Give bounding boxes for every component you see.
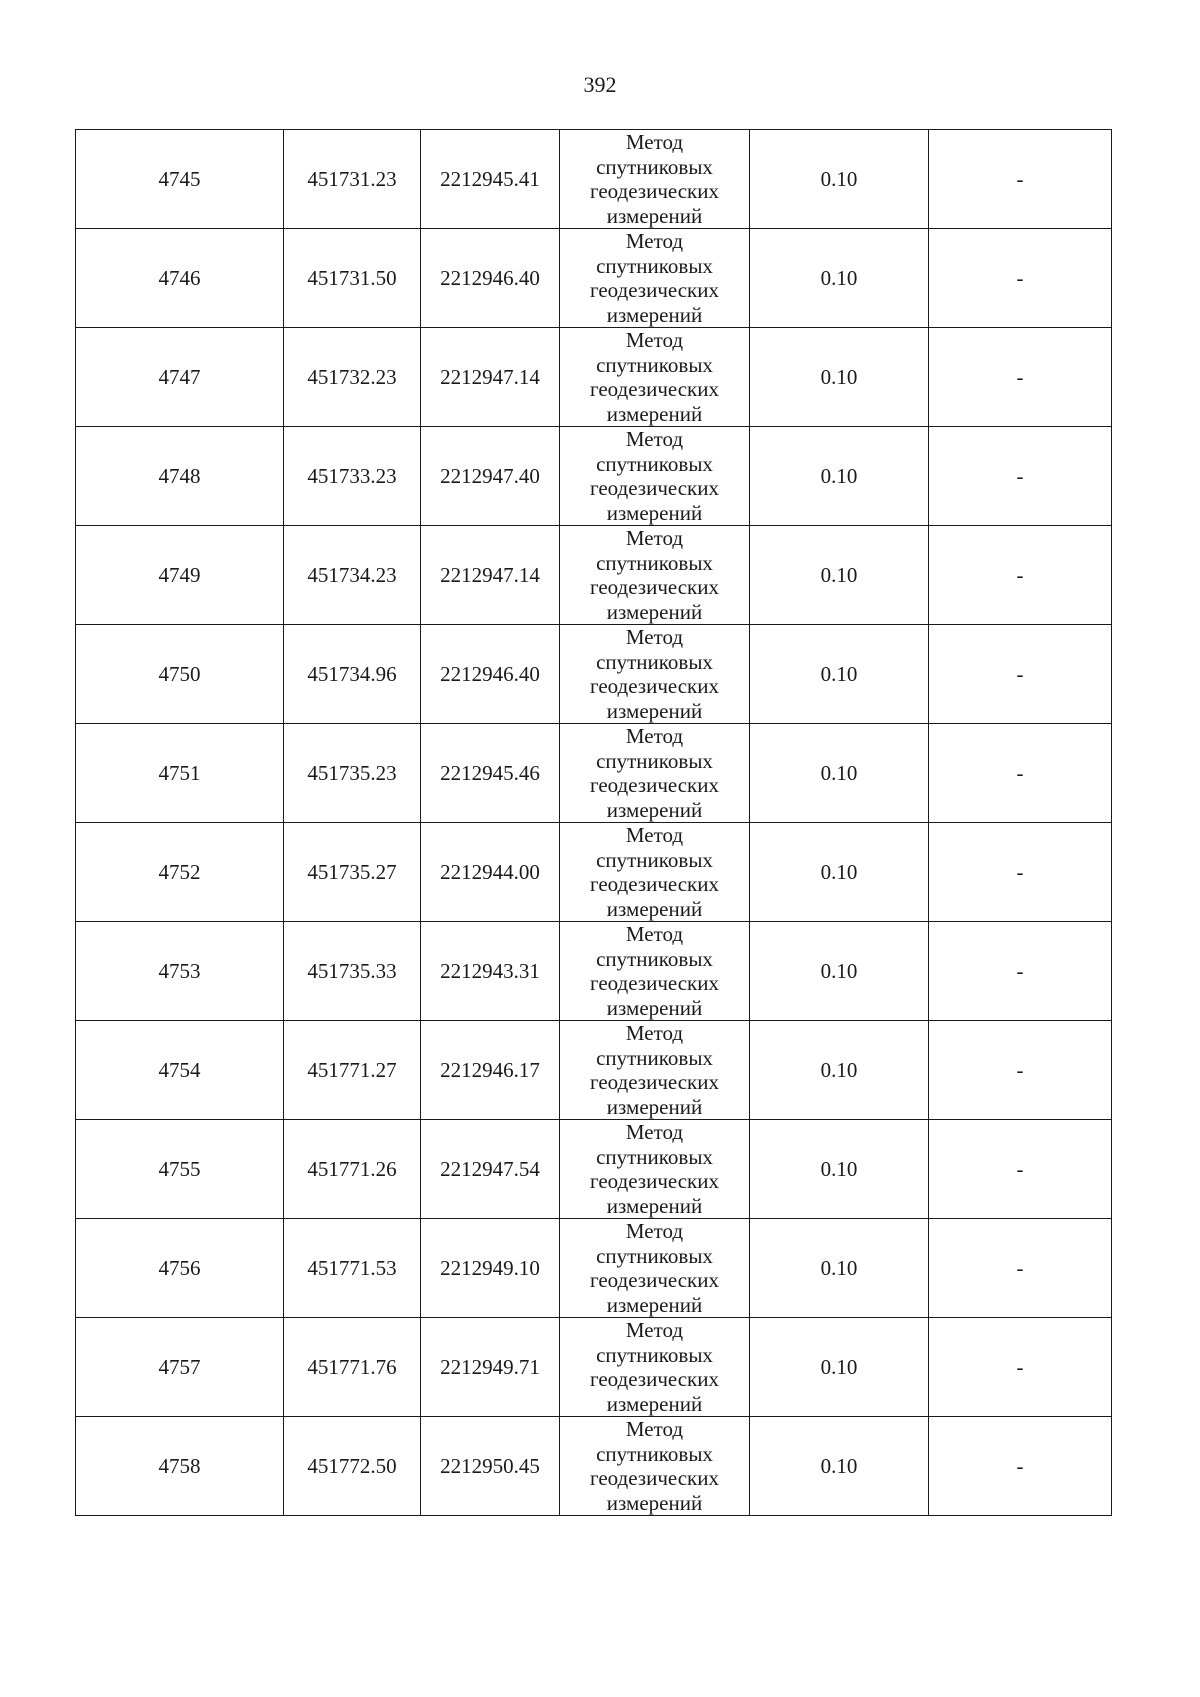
table-row: [76, 1417, 1112, 1516]
x-coordinate-cell: 451771.53: [284, 1219, 421, 1318]
method-line: Метод: [625, 1417, 684, 1441]
accuracy-cell: 0.10: [750, 1120, 929, 1219]
y-coordinate-cell: 2212949.10: [421, 1219, 560, 1318]
table-body: [76, 130, 1112, 1516]
method-cell: [560, 427, 750, 526]
method-line: геодезических: [589, 179, 719, 203]
note-cell: -: [929, 130, 1112, 229]
method-line: спутниковых: [596, 1441, 713, 1466]
accuracy-cell: 0.10: [750, 823, 929, 922]
method-line: геодезических: [589, 1169, 719, 1193]
method-cell: [560, 229, 750, 328]
method-line: измерений: [606, 1193, 703, 1218]
note-cell: -: [929, 1219, 1112, 1318]
point-number-cell: 4749: [76, 526, 284, 625]
note-cell: -: [929, 1021, 1112, 1120]
method-line: Метод: [625, 724, 684, 748]
point-number-cell: 4752: [76, 823, 284, 922]
accuracy-cell: 0.10: [750, 229, 929, 328]
method-cell: [560, 130, 750, 229]
accuracy-cell: 0.10: [750, 130, 929, 229]
method-line: геодезических: [589, 1268, 719, 1292]
y-coordinate-cell: 2212946.17: [421, 1021, 560, 1120]
note-cell: -: [929, 823, 1112, 922]
y-coordinate-cell: 2212944.00: [421, 823, 560, 922]
point-number-cell: 4748: [76, 427, 284, 526]
method-line: измерений: [606, 1094, 703, 1119]
x-coordinate-cell: 451735.23: [284, 724, 421, 823]
accuracy-cell: 0.10: [750, 427, 929, 526]
method-line: Метод: [625, 823, 684, 847]
method-line: Метод: [625, 922, 684, 946]
x-coordinate-cell: 451732.23: [284, 328, 421, 427]
x-coordinate-cell: 451731.50: [284, 229, 421, 328]
table-row: [76, 427, 1112, 526]
accuracy-cell: 0.10: [750, 1318, 929, 1417]
method-line: измерений: [606, 599, 703, 624]
x-coordinate-cell: 451771.27: [284, 1021, 421, 1120]
method-line: спутниковых: [596, 1045, 713, 1070]
table-row: [76, 130, 1112, 229]
method-line: геодезических: [589, 1070, 719, 1094]
method-line: измерений: [606, 203, 703, 228]
accuracy-cell: 0.10: [750, 526, 929, 625]
accuracy-cell: 0.10: [750, 328, 929, 427]
method-line: Метод: [625, 427, 684, 451]
method-line: спутниковых: [596, 154, 713, 179]
point-number-cell: 4747: [76, 328, 284, 427]
method-line: измерений: [606, 1391, 703, 1416]
method-cell: [560, 724, 750, 823]
x-coordinate-cell: 451735.27: [284, 823, 421, 922]
y-coordinate-cell: 2212945.41: [421, 130, 560, 229]
method-cell: [560, 1417, 750, 1516]
table-row: [76, 526, 1112, 625]
method-line: Метод: [625, 625, 684, 649]
method-cell: [560, 1120, 750, 1219]
y-coordinate-cell: 2212947.14: [421, 328, 560, 427]
table-row: [76, 328, 1112, 427]
method-line: геодезических: [589, 1466, 719, 1490]
method-line: Метод: [625, 1318, 684, 1342]
y-coordinate-cell: 2212947.14: [421, 526, 560, 625]
method-line: измерений: [606, 797, 703, 822]
method-line: измерений: [606, 1292, 703, 1317]
method-cell: [560, 328, 750, 427]
method-line: измерений: [606, 401, 703, 426]
method-line: Метод: [625, 1120, 684, 1144]
y-coordinate-cell: 2212946.40: [421, 625, 560, 724]
x-coordinate-cell: 451771.26: [284, 1120, 421, 1219]
point-number-cell: 4753: [76, 922, 284, 1021]
table-row: [76, 823, 1112, 922]
table-row: [76, 625, 1112, 724]
note-cell: -: [929, 625, 1112, 724]
method-line: измерений: [606, 995, 703, 1020]
note-cell: -: [929, 724, 1112, 823]
point-number-cell: 4758: [76, 1417, 284, 1516]
method-line: измерений: [606, 896, 703, 921]
note-cell: -: [929, 328, 1112, 427]
note-cell: -: [929, 427, 1112, 526]
method-line: геодезических: [589, 971, 719, 995]
point-number-cell: 4754: [76, 1021, 284, 1120]
method-cell: [560, 1318, 750, 1417]
note-cell: -: [929, 922, 1112, 1021]
point-number-cell: 4757: [76, 1318, 284, 1417]
method-cell: [560, 1219, 750, 1318]
table-row: [76, 922, 1112, 1021]
y-coordinate-cell: 2212949.71: [421, 1318, 560, 1417]
method-line: измерений: [606, 1490, 703, 1515]
method-line: Метод: [625, 130, 684, 154]
table-row: [76, 1219, 1112, 1318]
accuracy-cell: 0.10: [750, 625, 929, 724]
note-cell: -: [929, 229, 1112, 328]
method-line: геодезических: [589, 773, 719, 797]
x-coordinate-cell: 451772.50: [284, 1417, 421, 1516]
accuracy-cell: 0.10: [750, 1219, 929, 1318]
method-line: спутниковых: [596, 748, 713, 773]
method-cell: [560, 526, 750, 625]
point-number-cell: 4750: [76, 625, 284, 724]
page-number: 392: [583, 72, 617, 97]
method-cell: [560, 922, 750, 1021]
point-number-cell: 4755: [76, 1120, 284, 1219]
method-line: измерений: [606, 698, 703, 723]
method-line: Метод: [625, 229, 684, 253]
x-coordinate-cell: 451733.23: [284, 427, 421, 526]
x-coordinate-cell: 451734.96: [284, 625, 421, 724]
coordinates-table: [75, 129, 1112, 1516]
method-line: Метод: [625, 526, 684, 550]
method-cell: [560, 625, 750, 724]
table-row: [76, 1318, 1112, 1417]
table-row: [76, 1120, 1112, 1219]
method-line: измерений: [606, 302, 703, 327]
method-line: спутниковых: [596, 1342, 713, 1367]
table-row: [76, 1021, 1112, 1120]
method-line: спутниковых: [596, 253, 713, 278]
table-row: [76, 229, 1112, 328]
y-coordinate-cell: 2212945.46: [421, 724, 560, 823]
method-line: спутниковых: [596, 1144, 713, 1169]
method-line: геодезических: [589, 1367, 719, 1391]
method-line: спутниковых: [596, 352, 713, 377]
x-coordinate-cell: 451735.33: [284, 922, 421, 1021]
point-number-cell: 4751: [76, 724, 284, 823]
method-line: спутниковых: [596, 649, 713, 674]
x-coordinate-cell: 451731.23: [284, 130, 421, 229]
accuracy-cell: 0.10: [750, 1021, 929, 1120]
note-cell: -: [929, 526, 1112, 625]
y-coordinate-cell: 2212943.31: [421, 922, 560, 1021]
method-cell: [560, 823, 750, 922]
y-coordinate-cell: 2212950.45: [421, 1417, 560, 1516]
method-line: спутниковых: [596, 847, 713, 872]
method-line: Метод: [625, 1219, 684, 1243]
method-line: спутниковых: [596, 1243, 713, 1268]
note-cell: -: [929, 1120, 1112, 1219]
note-cell: -: [929, 1318, 1112, 1417]
method-line: геодезических: [589, 872, 719, 896]
method-line: геодезических: [589, 278, 719, 302]
note-cell: -: [929, 1417, 1112, 1516]
method-line: геодезических: [589, 674, 719, 698]
y-coordinate-cell: 2212946.40: [421, 229, 560, 328]
method-line: Метод: [625, 328, 684, 352]
method-line: геодезических: [589, 476, 719, 500]
method-line: геодезических: [589, 575, 719, 599]
point-number-cell: 4756: [76, 1219, 284, 1318]
method-line: Метод: [625, 1021, 684, 1045]
accuracy-cell: 0.10: [750, 724, 929, 823]
method-line: спутниковых: [596, 451, 713, 476]
method-line: геодезических: [589, 377, 719, 401]
method-line: спутниковых: [596, 946, 713, 971]
x-coordinate-cell: 451734.23: [284, 526, 421, 625]
y-coordinate-cell: 2212947.54: [421, 1120, 560, 1219]
method-line: измерений: [606, 500, 703, 525]
method-cell: [560, 1021, 750, 1120]
y-coordinate-cell: 2212947.40: [421, 427, 560, 526]
table-row: [76, 724, 1112, 823]
x-coordinate-cell: 451771.76: [284, 1318, 421, 1417]
point-number-cell: 4746: [76, 229, 284, 328]
accuracy-cell: 0.10: [750, 922, 929, 1021]
point-number-cell: 4745: [76, 130, 284, 229]
accuracy-cell: 0.10: [750, 1417, 929, 1516]
method-line: спутниковых: [596, 550, 713, 575]
